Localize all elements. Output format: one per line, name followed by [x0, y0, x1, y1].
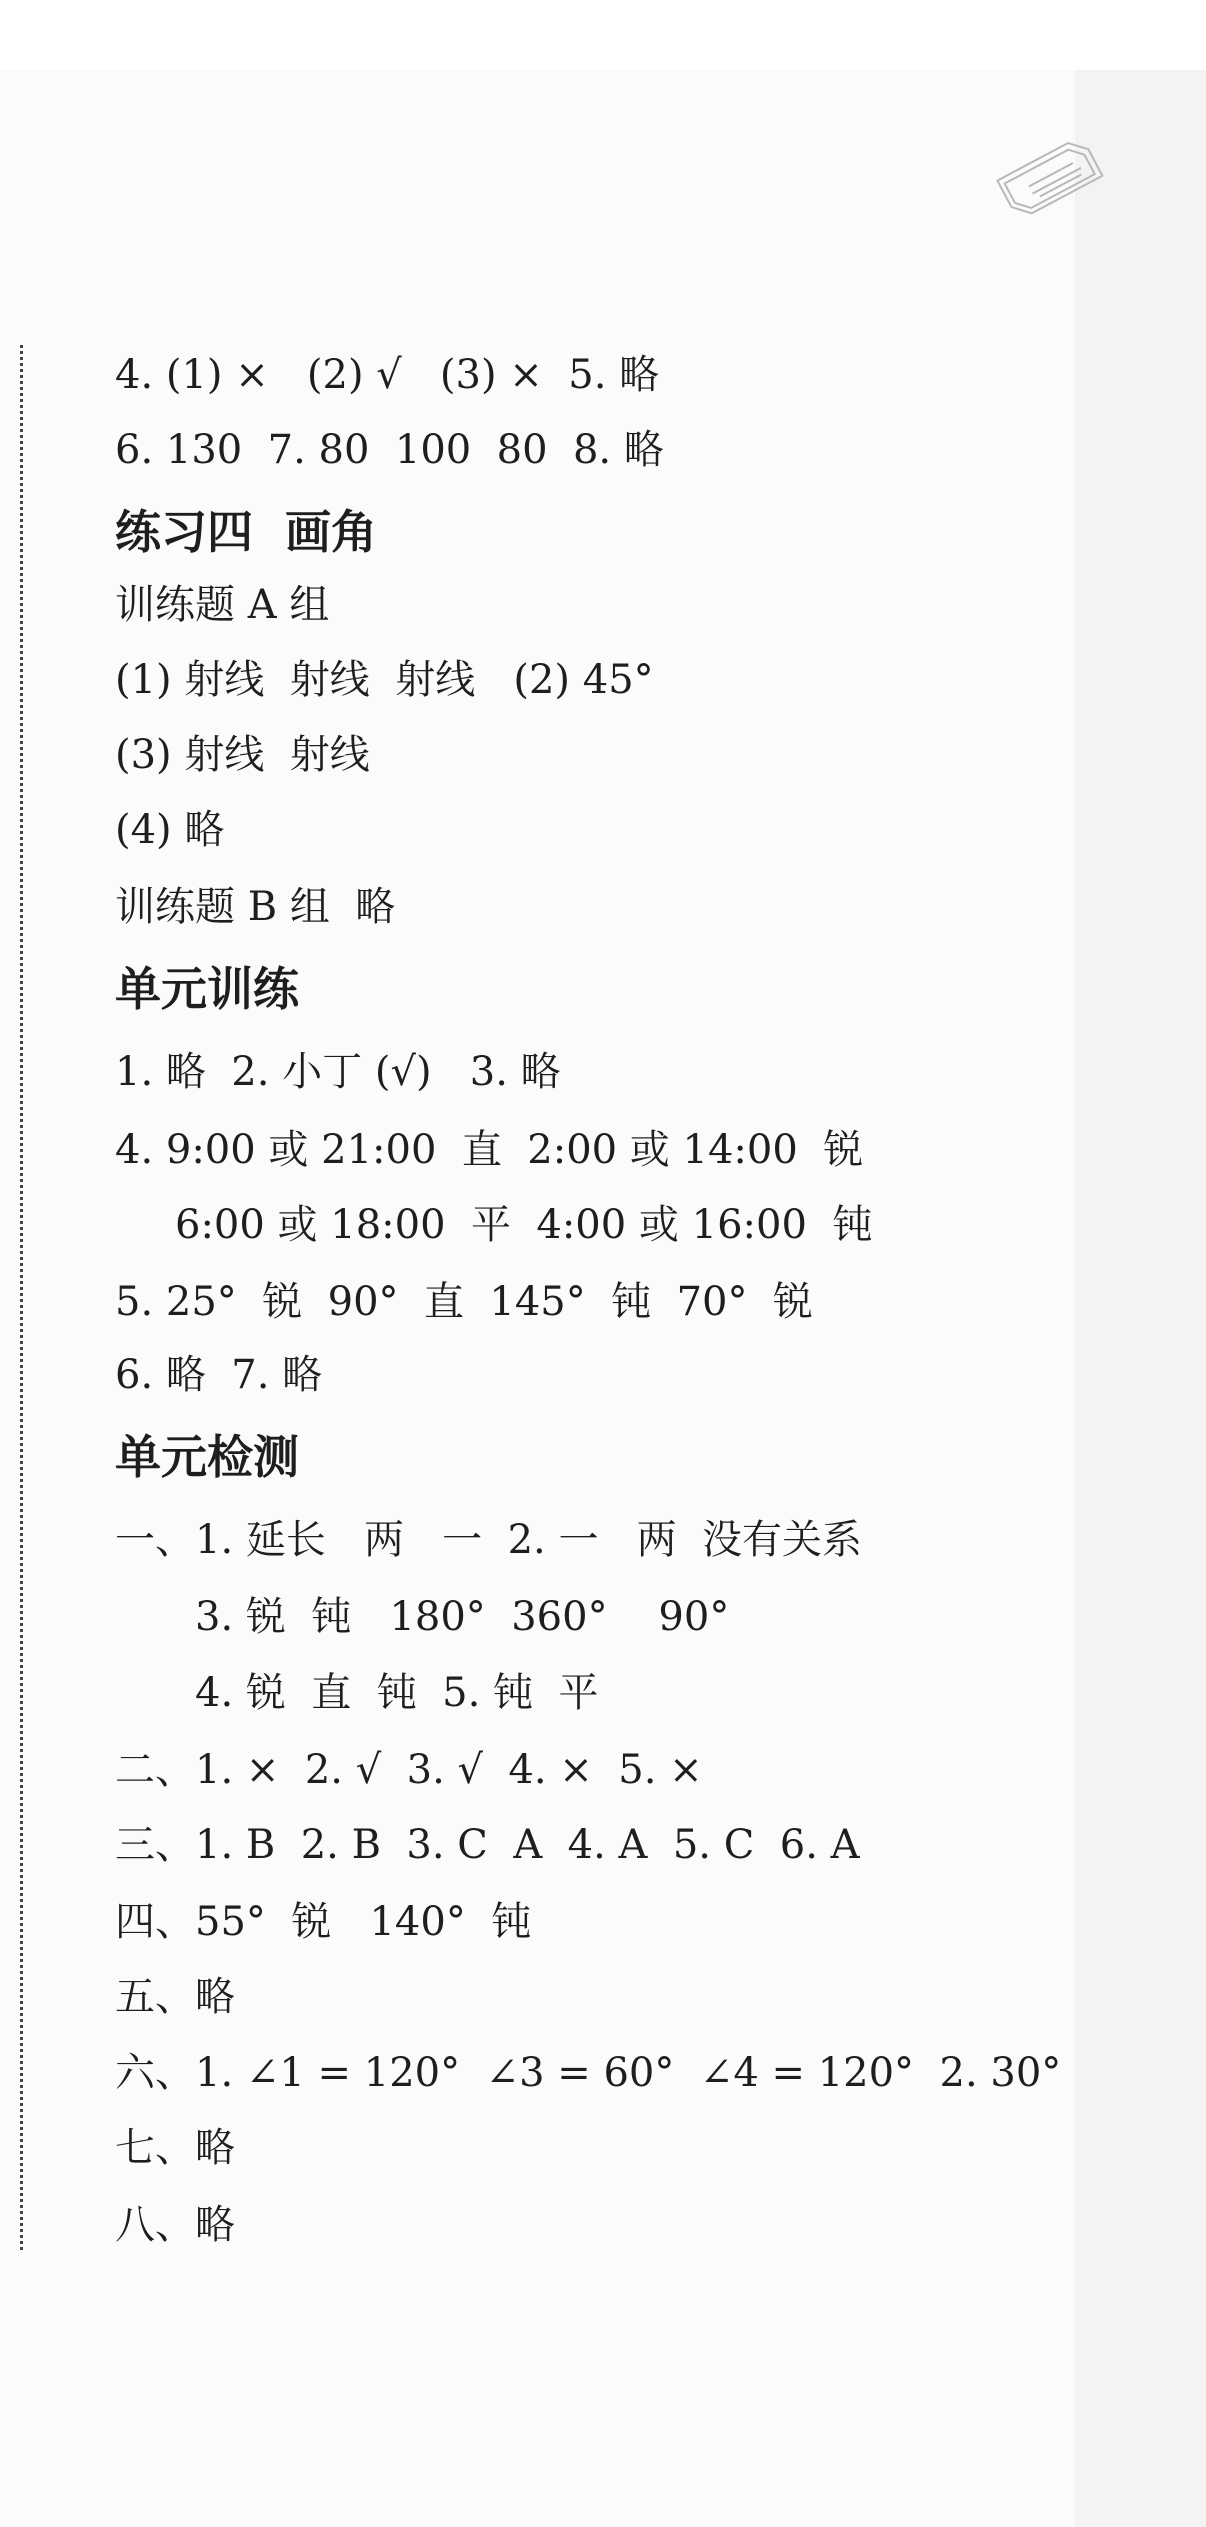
- answer-line: 四、55° 锐 140° 钝: [115, 1899, 532, 1945]
- answer-line: 4. 9:00 或 21:00 直 2:00 或 14:00 锐: [115, 1127, 864, 1173]
- answer-line: 6:00 或 18:00 平 4:00 或 16:00 钝: [175, 1202, 873, 1248]
- answer-line: 训练题 A 组: [115, 582, 330, 628]
- answer-line: (1) 射线 射线 射线 (2) 45°: [115, 657, 654, 703]
- answer-line: 1. 略 2. 小丁 (√) 3. 略: [115, 1049, 561, 1095]
- answer-line: 二、1. × 2. √ 3. √ 4. × 5. ×: [115, 1747, 703, 1793]
- top-margin: [0, 0, 1206, 70]
- answer-line: 3. 锐 钝 180° 360° 90°: [195, 1594, 730, 1640]
- answer-line: 4. 锐 直 钝 5. 钝 平: [195, 1670, 599, 1716]
- binding-dotted-line: [20, 345, 23, 2250]
- section-heading: 单元检测: [115, 1430, 299, 1484]
- right-margin-shadow: [1075, 70, 1206, 2527]
- answer-line: 六、1. ∠1 = 120° ∠3 = 60° ∠4 = 120° 2. 30°: [115, 2050, 1062, 2096]
- answer-line: (3) 射线 射线: [115, 732, 370, 778]
- answer-line: 八、略: [115, 2202, 235, 2248]
- answer-line: 三、1. B 2. B 3. C A 4. A 5. C 6. A: [115, 1822, 860, 1868]
- answer-line: (4) 略: [115, 807, 225, 853]
- answer-line: 6. 略 7. 略: [115, 1352, 323, 1398]
- answer-line: 5. 25° 锐 90° 直 145° 钝 70° 锐: [115, 1279, 813, 1325]
- section-heading: 单元训练: [115, 962, 299, 1016]
- answer-line: 6. 130 7. 80 100 80 8. 略: [115, 427, 664, 473]
- answer-line: 七、略: [115, 2125, 235, 2171]
- publisher-stamp-icon: [985, 125, 1115, 220]
- answer-line: 一、1. 延长 两 一 2. 一 两 没有关系: [115, 1517, 863, 1563]
- answer-line: 4. (1) × (2) √ (3) × 5. 略: [115, 352, 660, 398]
- answer-line: 五、略: [115, 1974, 235, 2020]
- answer-line: 训练题 B 组 略: [115, 884, 396, 930]
- section-heading: 练习四 画角: [115, 505, 378, 559]
